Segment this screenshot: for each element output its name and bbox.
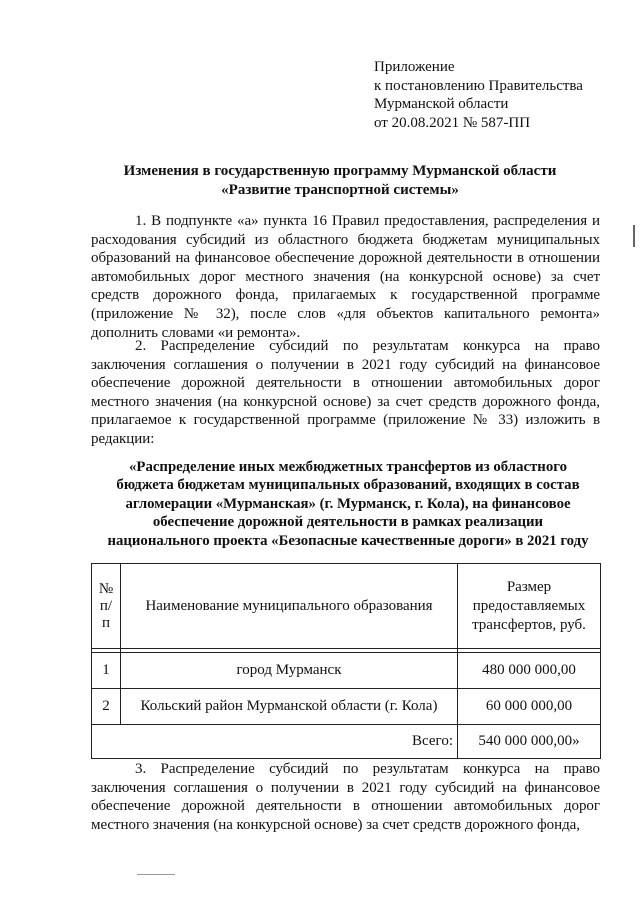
paragraph-3: 3. Распределение субсидий по результатам конкурса на право заключения соглашения о получении в 2021 году субсидий на финансовое обеспечение дорожной деятельности в отношении автомобильных дорог местного значения (на конкурсной основе) за счет средств дорожного фонда, <box>91 761 600 833</box>
row-num: 1 <box>92 653 121 689</box>
row-num: 2 <box>92 689 121 725</box>
paragraph-1: 1. В подпункте «а» пункта 16 Правил предоставления, распределения и расходования субсидий из областного бюджета бюджетам муниципальных образований на финансовое обеспечение дорожной деятельности в отношении автомобильных дорог местного значения (на конкурсной основе) за счет средств дорожного фонда, прилагаемых к государственной программе (приложение № 32), после слов «для объектов капитального ремонта» дополнить словами «и ремонта». <box>91 213 600 341</box>
header-line-4: от 20.08.2021 № 587-ПП <box>374 114 531 131</box>
header-line-2: к постановлению Правительства <box>374 77 583 94</box>
transfers-table <box>91 563 601 759</box>
annex-title-line-5: национального проекта «Безопасные качественные дороги» в 2021 году <box>107 532 589 549</box>
table-header-row <box>92 564 601 649</box>
total-amount: 540 000 000,00» <box>458 725 601 759</box>
document-title-line-1: Изменения в государственную программу Мурманской области <box>123 163 557 179</box>
paragraph-2: 2. Распределение субсидий по результатам конкурса на право заключения соглашения о получении в 2021 году субсидий на финансовое обеспечение дорожной деятельности в отношении автомобильных дорог местного значения (на конкурсной основе) за счет средств дорожного фонда, прилагаемое к государственной программе (приложение № 33) изложить в редакции: <box>91 338 600 447</box>
header-line-1: Приложение <box>374 59 455 75</box>
scan-margin-mark <box>633 225 635 247</box>
header-amount: Размер предоставляемых трансфертов, руб. <box>458 564 601 649</box>
header-num: № п/п <box>92 564 121 649</box>
header-line-3: Мурманской области <box>374 96 509 112</box>
table-total-row <box>92 725 601 759</box>
annex-title-line-3: агломерации «Мурманская» (г. Мурманск, г. Кола), на финансовое <box>125 495 571 512</box>
annex-title-line-2: бюджета бюджетам муниципальных образований, входящих в состав <box>116 477 580 494</box>
row-name: город Мурманск <box>121 653 458 689</box>
total-label: Всего: <box>92 725 458 759</box>
annex-title-line-1: «Распределение иных межбюджетных трансфертов из областного <box>129 459 567 475</box>
table-row <box>92 653 601 689</box>
document-title-line-2: «Развитие транспортной системы» <box>221 181 459 198</box>
row-amount: 60 000 000,00 <box>458 689 601 725</box>
document-title <box>60 162 620 199</box>
approval-header <box>374 58 583 132</box>
row-name: Кольский район Мурманской области (г. Кола) <box>121 689 458 725</box>
footer-line-mark <box>137 874 175 875</box>
header-name: Наименование муниципального образования <box>121 564 458 649</box>
table-row <box>92 689 601 725</box>
annex-title <box>88 458 608 550</box>
annex-title-line-4: обеспечение дорожной деятельности в рамках реализации <box>152 514 544 531</box>
row-amount: 480 000 000,00 <box>458 653 601 689</box>
